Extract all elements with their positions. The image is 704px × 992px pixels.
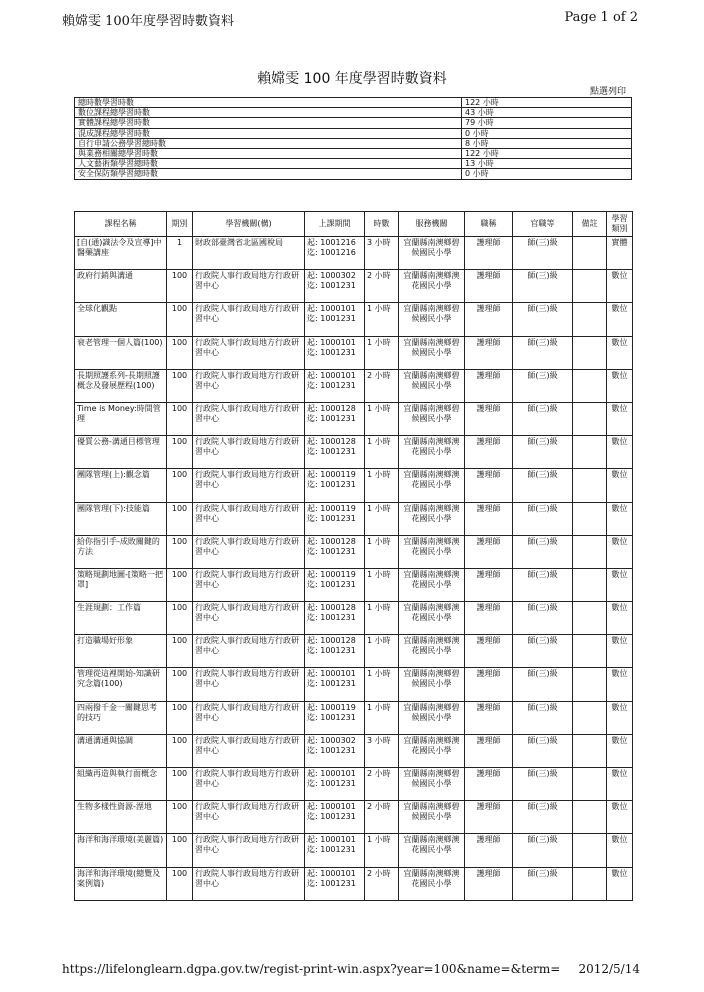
summary-value: 13 小時 bbox=[462, 159, 632, 169]
hours-cell: 1 小時 bbox=[365, 469, 399, 502]
hours-cell: 1 小時 bbox=[365, 502, 399, 535]
period-cell: 100 bbox=[167, 834, 193, 867]
grade-cell: 師(三)級 bbox=[513, 469, 573, 502]
page-number: Page 1 of 2 bbox=[564, 10, 638, 25]
organization-cell: 行政院人事行政局地方行政研習中心 bbox=[193, 867, 305, 900]
organization-cell: 行政院人事行政局地方行政研習中心 bbox=[193, 502, 305, 535]
dates-cell: 起: 1000302 迄: 1001231 bbox=[305, 270, 365, 303]
organization-cell: 行政院人事行政局地方行政研習中心 bbox=[193, 635, 305, 668]
table-row bbox=[75, 369, 633, 402]
type-cell: 數位 bbox=[607, 535, 633, 568]
type-cell: 數位 bbox=[607, 369, 633, 402]
course-name-cell: 策略規劃地圖-[策略一把罩] bbox=[75, 568, 167, 601]
hours-cell: 1 小時 bbox=[365, 701, 399, 734]
course-name-cell: 衰老管理一個人篇(100) bbox=[75, 336, 167, 369]
hours-cell: 1 小時 bbox=[365, 602, 399, 635]
type-cell: 數位 bbox=[607, 568, 633, 601]
job-title-cell: 護理師 bbox=[465, 768, 513, 801]
type-cell: 數位 bbox=[607, 402, 633, 435]
dates-cell: 起: 1000119 迄: 1001231 bbox=[305, 701, 365, 734]
table-row bbox=[75, 270, 633, 303]
agency-cell: 宜蘭縣南澳鄉澳花國民小學 bbox=[399, 734, 465, 767]
note-cell bbox=[573, 801, 607, 834]
agency-cell: 宜蘭縣南澳鄉碧候國民小學 bbox=[399, 402, 465, 435]
dates-cell: 起: 1000101 迄: 1001231 bbox=[305, 369, 365, 402]
organization-cell: 行政院人事行政局地方行政研習中心 bbox=[193, 436, 305, 469]
organization-cell: 行政院人事行政局地方行政研習中心 bbox=[193, 535, 305, 568]
note-cell bbox=[573, 469, 607, 502]
course-name-cell: 管理從這裡開始-知識研究念篇(100) bbox=[75, 668, 167, 701]
period-cell: 100 bbox=[167, 668, 193, 701]
col-header-job-title: 職稱 bbox=[465, 212, 513, 237]
note-cell bbox=[573, 336, 607, 369]
course-name-cell: 全球化觀點 bbox=[75, 303, 167, 336]
type-cell: 數位 bbox=[607, 801, 633, 834]
table-row bbox=[75, 867, 633, 900]
job-title-cell: 護理師 bbox=[465, 701, 513, 734]
type-cell: 數位 bbox=[607, 768, 633, 801]
job-title-cell: 護理師 bbox=[465, 535, 513, 568]
note-cell bbox=[573, 270, 607, 303]
period-cell: 100 bbox=[167, 502, 193, 535]
col-header-grade: 官職等 bbox=[513, 212, 573, 237]
dates-cell: 起: 1001216 迄: 1001216 bbox=[305, 237, 365, 270]
period-cell: 100 bbox=[167, 369, 193, 402]
organization-cell: 行政院人事行政局地方行政研習中心 bbox=[193, 801, 305, 834]
period-cell: 100 bbox=[167, 469, 193, 502]
job-title-cell: 護理師 bbox=[465, 270, 513, 303]
course-name-cell: 打造職場好形象 bbox=[75, 635, 167, 668]
table-row bbox=[75, 502, 633, 535]
note-cell bbox=[573, 668, 607, 701]
table-row bbox=[75, 768, 633, 801]
grade-cell: 師(三)級 bbox=[513, 535, 573, 568]
col-header-dates: 上課期間 bbox=[305, 212, 365, 237]
period-cell: 100 bbox=[167, 602, 193, 635]
table-row bbox=[75, 469, 633, 502]
job-title-cell: 護理師 bbox=[465, 402, 513, 435]
hours-cell: 1 小時 bbox=[365, 336, 399, 369]
course-name-cell: 四兩撥千金一關鍵思考的技巧 bbox=[75, 701, 167, 734]
col-header-note: 備註 bbox=[573, 212, 607, 237]
dates-cell: 起: 1000101 迄: 1001231 bbox=[305, 801, 365, 834]
hours-cell: 3 小時 bbox=[365, 237, 399, 270]
dates-cell: 起: 1000128 迄: 1001231 bbox=[305, 602, 365, 635]
dates-cell: 起: 1000128 迄: 1001231 bbox=[305, 436, 365, 469]
grade-cell: 師(三)級 bbox=[513, 635, 573, 668]
note-cell bbox=[573, 768, 607, 801]
hours-cell: 2 小時 bbox=[365, 801, 399, 834]
period-cell: 100 bbox=[167, 568, 193, 601]
hours-cell: 2 小時 bbox=[365, 369, 399, 402]
organization-cell: 行政院人事行政局地方行政研習中心 bbox=[193, 369, 305, 402]
hours-cell: 1 小時 bbox=[365, 535, 399, 568]
grade-cell: 師(三)級 bbox=[513, 734, 573, 767]
summary-row bbox=[75, 138, 632, 148]
note-cell bbox=[573, 402, 607, 435]
dates-cell: 起: 1000128 迄: 1001231 bbox=[305, 402, 365, 435]
type-cell: 數位 bbox=[607, 668, 633, 701]
hours-cell: 1 小時 bbox=[365, 436, 399, 469]
summary-row bbox=[75, 108, 632, 118]
hours-cell: 1 小時 bbox=[365, 668, 399, 701]
organization-cell: 行政院人事行政局地方行政研習中心 bbox=[193, 834, 305, 867]
agency-cell: 宜蘭縣南澳鄉碧候國民小學 bbox=[399, 801, 465, 834]
type-cell: 實體 bbox=[607, 237, 633, 270]
agency-cell: 宜蘭縣南澳鄉澳花國民小學 bbox=[399, 469, 465, 502]
period-cell: 100 bbox=[167, 635, 193, 668]
agency-cell: 宜蘭縣南澳鄉碧候國民小學 bbox=[399, 668, 465, 701]
summary-row bbox=[75, 98, 632, 108]
job-title-cell: 護理師 bbox=[465, 668, 513, 701]
dates-cell: 起: 1000101 迄: 1001231 bbox=[305, 668, 365, 701]
print-header-title: 賴嫦雯 100年度學習時數資料 bbox=[62, 14, 234, 29]
col-header-course-name: 課程名稱 bbox=[75, 212, 167, 237]
agency-cell: 宜蘭縣南澳鄉澳花國民小學 bbox=[399, 568, 465, 601]
period-cell: 100 bbox=[167, 535, 193, 568]
table-row bbox=[75, 402, 633, 435]
table-row bbox=[75, 701, 633, 734]
summary-row bbox=[75, 118, 632, 128]
dates-cell: 起: 1000101 迄: 1001231 bbox=[305, 834, 365, 867]
grade-cell: 師(三)級 bbox=[513, 701, 573, 734]
job-title-cell: 護理師 bbox=[465, 568, 513, 601]
agency-cell: 宜蘭縣南澳鄉澳花國民小學 bbox=[399, 270, 465, 303]
period-cell: 100 bbox=[167, 436, 193, 469]
table-row bbox=[75, 237, 633, 270]
summary-row bbox=[75, 148, 632, 158]
job-title-cell: 護理師 bbox=[465, 237, 513, 270]
grade-cell: 師(三)級 bbox=[513, 867, 573, 900]
organization-cell: 行政院人事行政局地方行政研習中心 bbox=[193, 336, 305, 369]
type-cell: 數位 bbox=[607, 502, 633, 535]
dates-cell: 起: 1000302 迄: 1001231 bbox=[305, 734, 365, 767]
col-header-period: 期別 bbox=[167, 212, 193, 237]
agency-cell: 宜蘭縣南澳鄉澳花國民小學 bbox=[399, 535, 465, 568]
summary-label: 混成課程總學習時數 bbox=[75, 128, 462, 138]
grade-cell: 師(三)級 bbox=[513, 568, 573, 601]
summary-value: 0 小時 bbox=[462, 169, 632, 179]
course-name-cell: 海洋和海洋環境(美麗篇) bbox=[75, 834, 167, 867]
summary-value: 79 小時 bbox=[462, 118, 632, 128]
type-cell: 數位 bbox=[607, 336, 633, 369]
table-row bbox=[75, 535, 633, 568]
period-cell: 100 bbox=[167, 336, 193, 369]
agency-cell: 宜蘭縣南澳鄉澳花國民小學 bbox=[399, 502, 465, 535]
agency-cell: 宜蘭縣南澳鄉碧候國民小學 bbox=[399, 768, 465, 801]
table-row bbox=[75, 801, 633, 834]
col-header-organization: 學習機關(構) bbox=[193, 212, 305, 237]
course-name-cell: 給你指引手-成敗關鍵的方法 bbox=[75, 535, 167, 568]
period-cell: 100 bbox=[167, 402, 193, 435]
hours-cell: 2 小時 bbox=[365, 768, 399, 801]
dates-cell: 起: 1000101 迄: 1001231 bbox=[305, 768, 365, 801]
table-row bbox=[75, 602, 633, 635]
note-cell bbox=[573, 568, 607, 601]
table-header-row bbox=[75, 212, 633, 237]
type-cell: 數位 bbox=[607, 635, 633, 668]
job-title-cell: 護理師 bbox=[465, 867, 513, 900]
summary-row bbox=[75, 169, 632, 179]
type-cell: 數位 bbox=[607, 436, 633, 469]
agency-cell: 宜蘭縣南澳鄉澳花國民小學 bbox=[399, 834, 465, 867]
period-cell: 100 bbox=[167, 303, 193, 336]
grade-cell: 師(三)級 bbox=[513, 303, 573, 336]
col-header-agency: 服務機關 bbox=[399, 212, 465, 237]
job-title-cell: 護理師 bbox=[465, 834, 513, 867]
course-name-cell: 政府行銷與溝通 bbox=[75, 270, 167, 303]
table-row bbox=[75, 436, 633, 469]
table-row bbox=[75, 303, 633, 336]
grade-cell: 師(三)級 bbox=[513, 502, 573, 535]
agency-cell: 宜蘭縣南澳鄉澳花國民小學 bbox=[399, 635, 465, 668]
hours-cell: 1 小時 bbox=[365, 834, 399, 867]
organization-cell: 行政院人事行政局地方行政研習中心 bbox=[193, 701, 305, 734]
organization-cell: 行政院人事行政局地方行政研習中心 bbox=[193, 668, 305, 701]
grade-cell: 師(三)級 bbox=[513, 402, 573, 435]
job-title-cell: 護理師 bbox=[465, 303, 513, 336]
agency-cell: 宜蘭縣南澳鄉碧候國民小學 bbox=[399, 237, 465, 270]
period-cell: 100 bbox=[167, 270, 193, 303]
table-row bbox=[75, 568, 633, 601]
summary-table bbox=[74, 97, 632, 180]
summary-label: 人文藝術類學習總時數 bbox=[75, 159, 462, 169]
note-cell bbox=[573, 834, 607, 867]
period-cell: 100 bbox=[167, 768, 193, 801]
note-cell bbox=[573, 701, 607, 734]
course-table bbox=[74, 211, 633, 901]
type-cell: 數位 bbox=[607, 867, 633, 900]
organization-cell: 行政院人事行政局地方行政研習中心 bbox=[193, 303, 305, 336]
agency-cell: 宜蘭縣南澳鄉碧候國民小學 bbox=[399, 369, 465, 402]
table-row bbox=[75, 834, 633, 867]
note-cell bbox=[573, 734, 607, 767]
course-name-cell: 長期照護系列-長期照護概念及發展歷程(100) bbox=[75, 369, 167, 402]
note-cell bbox=[573, 237, 607, 270]
agency-cell: 宜蘭縣南澳鄉澳花國民小學 bbox=[399, 867, 465, 900]
course-name-cell: 團隊管理(上):觀念篇 bbox=[75, 469, 167, 502]
summary-label: 總時數學習時數 bbox=[75, 98, 462, 108]
grade-cell: 師(三)級 bbox=[513, 336, 573, 369]
grade-cell: 師(三)級 bbox=[513, 436, 573, 469]
agency-cell: 宜蘭縣南澳鄉澳花國民小學 bbox=[399, 436, 465, 469]
job-title-cell: 護理師 bbox=[465, 436, 513, 469]
summary-value: 122 小時 bbox=[462, 148, 632, 158]
job-title-cell: 護理師 bbox=[465, 602, 513, 635]
hours-cell: 1 小時 bbox=[365, 568, 399, 601]
type-cell: 數位 bbox=[607, 734, 633, 767]
grade-cell: 師(三)級 bbox=[513, 834, 573, 867]
note-cell bbox=[573, 602, 607, 635]
note-cell bbox=[573, 867, 607, 900]
grade-cell: 師(三)級 bbox=[513, 602, 573, 635]
organization-cell: 行政院人事行政局地方行政研習中心 bbox=[193, 270, 305, 303]
organization-cell: 行政院人事行政局地方行政研習中心 bbox=[193, 734, 305, 767]
table-row bbox=[75, 668, 633, 701]
dates-cell: 起: 1000119 迄: 1001231 bbox=[305, 568, 365, 601]
course-name-cell: 海洋和海洋環境(總覽及案例篇) bbox=[75, 867, 167, 900]
course-name-cell: 團隊管理(下):技能篇 bbox=[75, 502, 167, 535]
footer-url: https://lifelonglearn.dgpa.gov.tw/regist-print-win.aspx?year=100&name=&term= bbox=[62, 962, 561, 976]
period-cell: 1 bbox=[167, 237, 193, 270]
dates-cell: 起: 1000101 迄: 1001231 bbox=[305, 303, 365, 336]
job-title-cell: 護理師 bbox=[465, 336, 513, 369]
course-name-cell: 生涯規劃：工作篇 bbox=[75, 602, 167, 635]
period-cell: 100 bbox=[167, 734, 193, 767]
job-title-cell: 護理師 bbox=[465, 502, 513, 535]
summary-label: 自行申請公務學習總時數 bbox=[75, 138, 462, 148]
grade-cell: 師(三)級 bbox=[513, 237, 573, 270]
organization-cell: 行政院人事行政局地方行政研習中心 bbox=[193, 568, 305, 601]
type-cell: 數位 bbox=[607, 270, 633, 303]
summary-value: 43 小時 bbox=[462, 108, 632, 118]
table-row bbox=[75, 635, 633, 668]
course-name-cell: 生物多樣性資源-溼地 bbox=[75, 801, 167, 834]
type-cell: 數位 bbox=[607, 303, 633, 336]
job-title-cell: 護理師 bbox=[465, 734, 513, 767]
note-cell bbox=[573, 436, 607, 469]
hours-cell: 1 小時 bbox=[365, 635, 399, 668]
agency-cell: 宜蘭縣南澳鄉碧候國民小學 bbox=[399, 303, 465, 336]
hours-cell: 3 小時 bbox=[365, 734, 399, 767]
organization-cell: 行政院人事行政局地方行政研習中心 bbox=[193, 602, 305, 635]
course-name-cell: 優質公務-溝通目標管理 bbox=[75, 436, 167, 469]
course-name-cell: [自(通)識法令及宣導]中醫藥講座 bbox=[75, 237, 167, 270]
dates-cell: 起: 1000101 迄: 1001231 bbox=[305, 867, 365, 900]
grade-cell: 師(三)級 bbox=[513, 668, 573, 701]
table-row bbox=[75, 734, 633, 767]
summary-value: 0 小時 bbox=[462, 128, 632, 138]
type-cell: 數位 bbox=[607, 469, 633, 502]
hours-cell: 2 小時 bbox=[365, 867, 399, 900]
course-name-cell: 溝通溝通與協調 bbox=[75, 734, 167, 767]
summary-row bbox=[75, 128, 632, 138]
job-title-cell: 護理師 bbox=[465, 469, 513, 502]
note-cell bbox=[573, 635, 607, 668]
type-cell: 數位 bbox=[607, 834, 633, 867]
summary-label: 實體課程總學習時數 bbox=[75, 118, 462, 128]
organization-cell: 行政院人事行政局地方行政研習中心 bbox=[193, 469, 305, 502]
organization-cell: 財政部臺灣省北區國稅局 bbox=[193, 237, 305, 270]
summary-label: 安全保防類學習總時數 bbox=[75, 169, 462, 179]
table-row bbox=[75, 336, 633, 369]
print-link[interactable]: 點選列印 bbox=[590, 84, 626, 98]
dates-cell: 起: 1000119 迄: 1001231 bbox=[305, 502, 365, 535]
job-title-cell: 護理師 bbox=[465, 635, 513, 668]
note-cell bbox=[573, 502, 607, 535]
grade-cell: 師(三)級 bbox=[513, 801, 573, 834]
summary-value: 122 小時 bbox=[462, 98, 632, 108]
course-name-cell: Time is Money:時間管理 bbox=[75, 402, 167, 435]
summary-row bbox=[75, 159, 632, 169]
hours-cell: 1 小時 bbox=[365, 303, 399, 336]
col-header-type: 學習類別 bbox=[607, 212, 633, 237]
dates-cell: 起: 1000128 迄: 1001231 bbox=[305, 635, 365, 668]
organization-cell: 行政院人事行政局地方行政研習中心 bbox=[193, 402, 305, 435]
period-cell: 100 bbox=[167, 867, 193, 900]
hours-cell: 1 小時 bbox=[365, 402, 399, 435]
document-title: 賴嫦雯 100 年度學習時數資料 bbox=[257, 71, 447, 87]
period-cell: 100 bbox=[167, 801, 193, 834]
summary-value: 8 小時 bbox=[462, 138, 632, 148]
type-cell: 數位 bbox=[607, 701, 633, 734]
note-cell bbox=[573, 535, 607, 568]
grade-cell: 師(三)級 bbox=[513, 369, 573, 402]
footer-date: 2012/5/14 bbox=[578, 962, 640, 976]
col-header-hours: 時數 bbox=[365, 212, 399, 237]
note-cell bbox=[573, 369, 607, 402]
job-title-cell: 護理師 bbox=[465, 369, 513, 402]
summary-label: 與業務相關總學習時數 bbox=[75, 148, 462, 158]
summary-label: 數位課程總學習時數 bbox=[75, 108, 462, 118]
dates-cell: 起: 1000101 迄: 1001231 bbox=[305, 336, 365, 369]
hours-cell: 2 小時 bbox=[365, 270, 399, 303]
job-title-cell: 護理師 bbox=[465, 801, 513, 834]
period-cell: 100 bbox=[167, 701, 193, 734]
note-cell bbox=[573, 303, 607, 336]
agency-cell: 宜蘭縣南澳鄉碧候國民小學 bbox=[399, 701, 465, 734]
grade-cell: 師(三)級 bbox=[513, 768, 573, 801]
organization-cell: 行政院人事行政局地方行政研習中心 bbox=[193, 768, 305, 801]
grade-cell: 師(三)級 bbox=[513, 270, 573, 303]
type-cell: 數位 bbox=[607, 602, 633, 635]
agency-cell: 宜蘭縣南澳鄉碧候國民小學 bbox=[399, 336, 465, 369]
agency-cell: 宜蘭縣南澳鄉澳花國民小學 bbox=[399, 602, 465, 635]
dates-cell: 起: 1000119 迄: 1001231 bbox=[305, 469, 365, 502]
dates-cell: 起: 1000128 迄: 1001231 bbox=[305, 535, 365, 568]
course-name-cell: 組織再造與執行面概念 bbox=[75, 768, 167, 801]
